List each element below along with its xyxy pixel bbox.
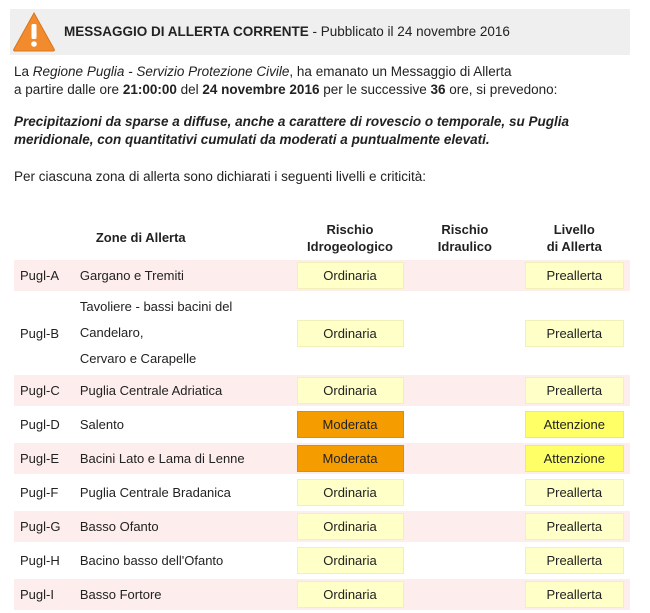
idro-risk-badge: Ordinaria — [297, 581, 404, 608]
table-row — [14, 477, 630, 508]
zone-code: Pugl-G — [14, 511, 74, 542]
zone-name: Puglia Centrale Bradanica — [74, 477, 289, 508]
zone-name: Tavoliere - bassi bacini del Candelaro, Cervaro e Carapelle — [74, 294, 289, 372]
idro-risk-badge: Ordinaria — [297, 513, 404, 540]
idro-risk-badge: Ordinaria — [297, 479, 404, 506]
alert-level-badge: Preallerta — [525, 513, 624, 540]
intro-paragraph: La Regione Puglia - Servizio Protezione Civile, ha emanato un Messaggio di Allerta a partire dalle ore 21:00:00 del 24 novembre 2016 per le successive 36 ore, si prevedono: — [14, 64, 558, 97]
table-row — [14, 375, 630, 406]
col-idro-header: Rischio Idrogeologico — [307, 222, 393, 254]
idro-risk-badge: Ordinaria — [297, 262, 404, 289]
table-row — [14, 260, 630, 291]
alert-level-badge: Preallerta — [525, 479, 624, 506]
idra-risk — [411, 409, 518, 440]
col-idra-header: Rischio Idraulico — [437, 222, 492, 254]
alert-header — [10, 9, 630, 55]
alert-level-badge: Attenzione — [525, 411, 624, 438]
col-code-header — [14, 219, 74, 257]
alert-level-badge: Preallerta — [525, 320, 624, 347]
zone-code: Pugl-I — [14, 579, 74, 610]
forecast-text: Precipitazioni da sparse a diffuse, anche a carattere di rovescio o temporale, su Puglia meridionale, con quantitativi cumulati da moderati a puntualmente elevati. — [14, 114, 569, 147]
zone-name: Basso Ofanto — [74, 511, 289, 542]
table-row — [14, 545, 630, 576]
zone-code: Pugl-D — [14, 409, 74, 440]
table-row — [14, 409, 630, 440]
alert-level-badge: Preallerta — [525, 547, 624, 574]
publish-date: - Pubblicato il 24 novembre 2016 — [308, 24, 510, 39]
zone-name: Puglia Centrale Adriatica — [74, 375, 289, 406]
idra-risk — [411, 511, 518, 542]
idro-risk-badge: Moderata — [297, 411, 404, 438]
idra-risk — [411, 477, 518, 508]
zone-name: Salento — [74, 409, 289, 440]
alert-level-badge: Preallerta — [525, 262, 624, 289]
start-time: 21:00:00 — [122, 82, 177, 97]
zone-code: Pugl-F — [14, 477, 74, 508]
zone-code: Pugl-E — [14, 443, 74, 474]
zone-name: Bacino basso dell'Ofanto — [74, 545, 289, 576]
idro-risk-badge: Ordinaria — [297, 320, 404, 347]
table-row — [14, 511, 630, 542]
zone-code: Pugl-B — [14, 294, 74, 372]
zone-code: Pugl-H — [14, 545, 74, 576]
alert-table — [14, 216, 630, 613]
table-row — [14, 579, 630, 610]
idra-risk — [411, 375, 518, 406]
table-row — [14, 443, 630, 474]
idro-risk-badge: Ordinaria — [297, 377, 404, 404]
alert-header-title — [64, 24, 510, 39]
alert-level-badge: Attenzione — [525, 445, 624, 472]
idra-risk — [411, 294, 518, 372]
warning-triangle-icon — [12, 11, 56, 53]
idra-risk — [411, 443, 518, 474]
alert-level-badge: Preallerta — [525, 377, 624, 404]
alert-title: MESSAGGIO DI ALLERTA CORRENTE — [64, 24, 309, 39]
col-liv-header: Livello di Allerta — [546, 222, 602, 254]
issuer: Regione Puglia - Servizio Protezione Civile — [32, 64, 290, 79]
idra-risk — [411, 545, 518, 576]
start-date: 24 novembre 2016 — [202, 82, 320, 97]
table-row — [14, 294, 630, 372]
alert-level-badge: Preallerta — [525, 581, 624, 608]
zone-name: Gargano e Tremiti — [74, 260, 289, 291]
zone-code: Pugl-C — [14, 375, 74, 406]
idro-risk-badge: Ordinaria — [297, 547, 404, 574]
table-header-row — [14, 219, 630, 257]
zone-code: Pugl-A — [14, 260, 74, 291]
idro-risk-badge: Moderata — [297, 445, 404, 472]
zone-name: Bacini Lato e Lama di Lenne — [74, 443, 289, 474]
idra-risk — [411, 260, 518, 291]
idra-risk — [411, 579, 518, 610]
levels-intro: Per ciascuna zona di allerta sono dichiarati i seguenti livelli e criticità: — [14, 169, 426, 184]
col-zone-header: Zone di Allerta — [95, 230, 186, 245]
duration-hours: 36 — [430, 82, 446, 97]
zone-name: Basso Fortore — [74, 579, 289, 610]
